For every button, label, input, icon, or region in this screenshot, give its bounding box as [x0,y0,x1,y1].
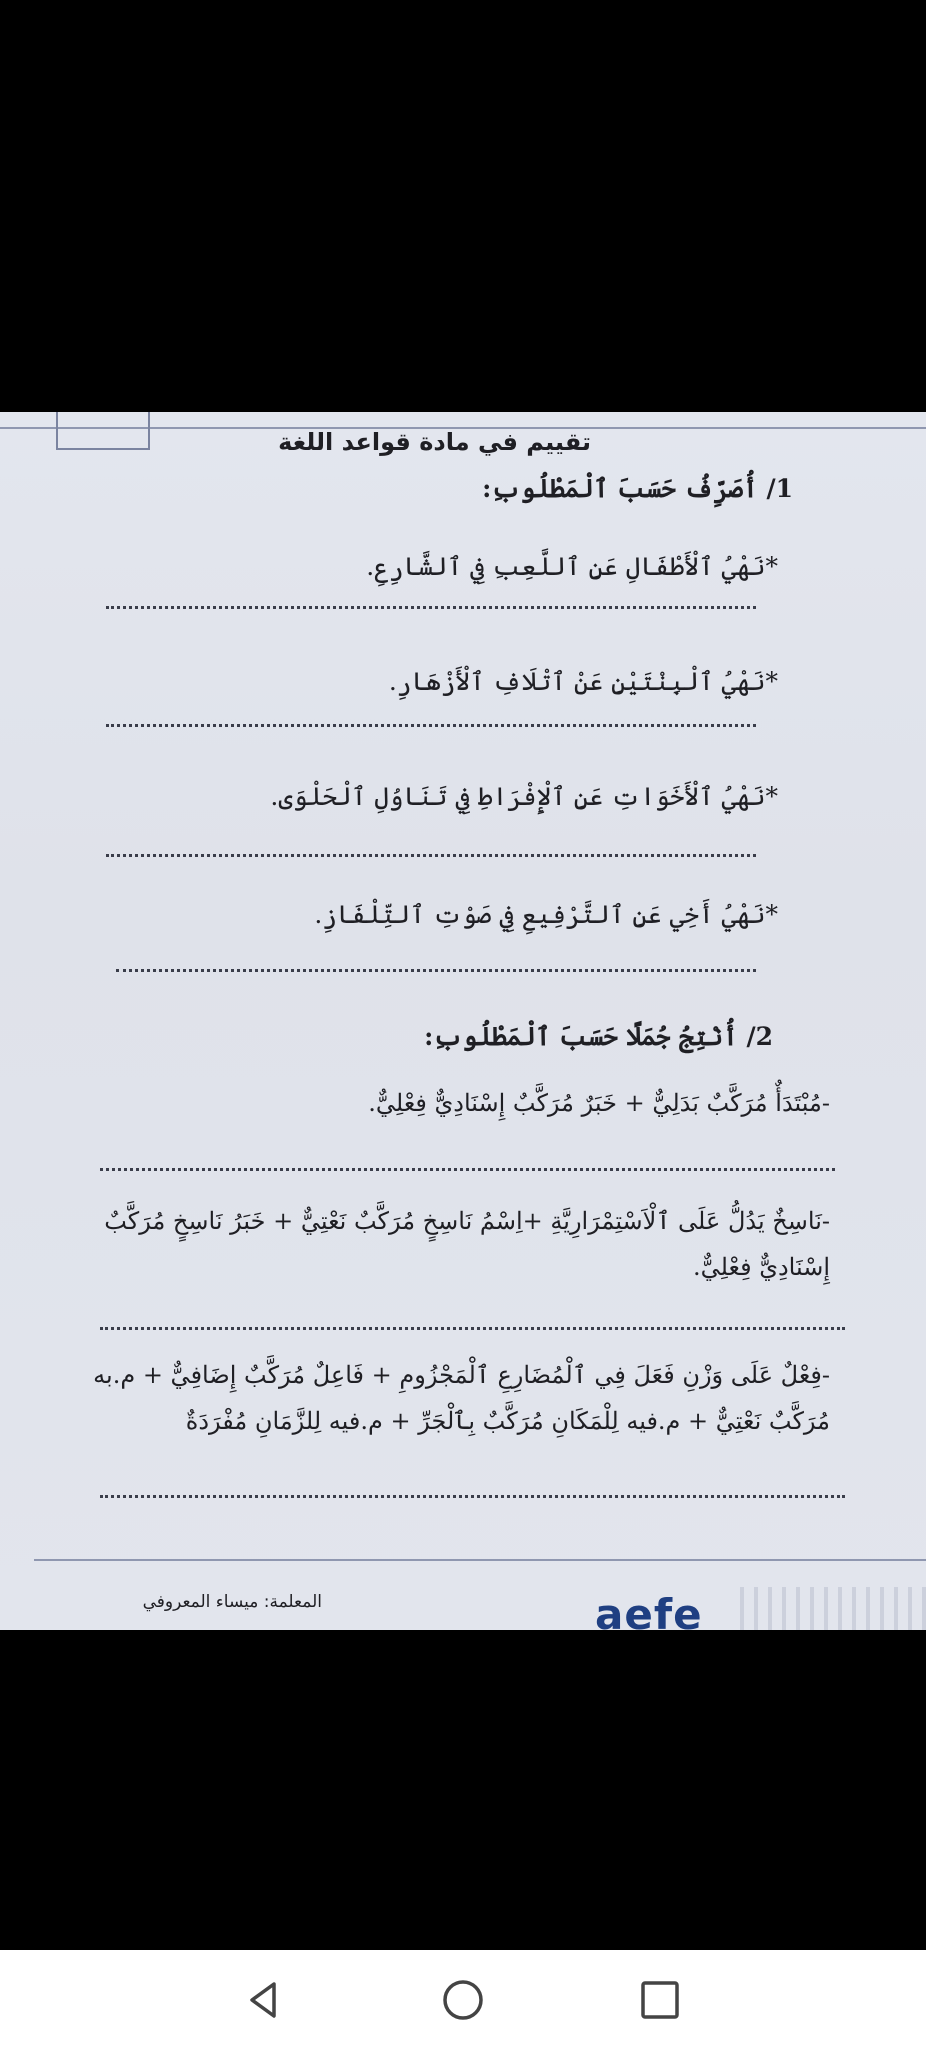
answer-line-4 [116,969,756,972]
worksheet-photo [0,412,926,1630]
sentence-3: *نَهْيُ ٱلْأَخَوَاتِ عَنِ ٱلْإِفْرَاطِ فِي تَنَاوُلِ ٱلْحَلْوَى. [270,782,778,811]
bottom-rule [34,1559,926,1561]
logo-stripes [740,1587,926,1630]
worksheet-title: تقييم في مادة قواعد اللغة [278,428,591,456]
sentence-4: *نَهْيُ أَخِي عَنِ ٱلتَّرْفِيعِ فِي صَوْتِ ٱلتِّلْفَازِ. [314,900,778,929]
section2-heading: 2/ أُنْتِجُ جُمَلًا حَسَبَ ٱلْمَطْلُوبِ: [424,1022,773,1051]
answer-line-5 [100,1168,835,1171]
home-icon [441,1978,485,2022]
answer-line-3 [106,854,756,857]
system-navigation-bar [0,1950,926,2048]
worksheet [0,412,926,1630]
recents-button[interactable] [638,1978,682,2022]
sentence-2: *نَهْيُ ٱلْبِنْتَيْنِ عَنْ ٱتْلَافِ ٱلْأَزْهَارِ. [388,667,778,696]
task-2: -نَاسِخٌ يَدُلُّ عَلَى ٱلْاَسْتِمْرَارِيَّةِ +اِسْمُ نَاسِخٍ مُرَكَّبٌ نَعْتِيٌّ + خَبَرُ نَاسِخٍ مُرَكَّبٌ إِسْنَادِيٌّ فِعْلِيٌّ. [104,1207,830,1281]
answer-line-1 [106,606,756,609]
task-1: -مُبْتَدَأٌ مُرَكَّبٌ بَدَلِيٌّ + خَبَرٌ مُرَكَّبٌ إِسْنَادِيٌّ فِعْلِيٌّ. [368,1089,830,1117]
aefe-logo: aefe [595,1590,703,1630]
sentence-1: *نَهْيُ ٱلْأَطْفَالِ عَنِ ٱللَّعِبِ فِي ٱلشَّارِعِ. [366,552,778,581]
home-button[interactable] [441,1978,485,2022]
back-button[interactable] [242,1978,286,2022]
answer-line-7 [100,1495,845,1498]
teacher-name: المعلمة: ميساء المعروفي [142,1592,322,1612]
back-icon [242,1978,286,2022]
answer-line-2 [106,724,756,727]
recents-icon [638,1978,682,2022]
task-3: -فِعْلٌ عَلَى وَزْنِ فَعَلَ فِي ٱلْمُضَارِعِ ٱلْمَجْزُومِ + فَاعِلٌ مُرَكَّبٌ إِضَافِيٌّ + م.به مُرَكَّبٌ نَعْتِيٌّ + م.فيه لِلْمَكَانِ مُرَكَّبٌ بِٱلْجَرِّ + م.فيه لِلزَّمَانِ مُفْرَدَةٌ [93,1361,830,1435]
answer-line-6 [100,1327,845,1330]
section1-heading: 1/ أُصَرِّفُ حَسَبَ ٱلْمَطْلُوبِ: [482,474,793,503]
